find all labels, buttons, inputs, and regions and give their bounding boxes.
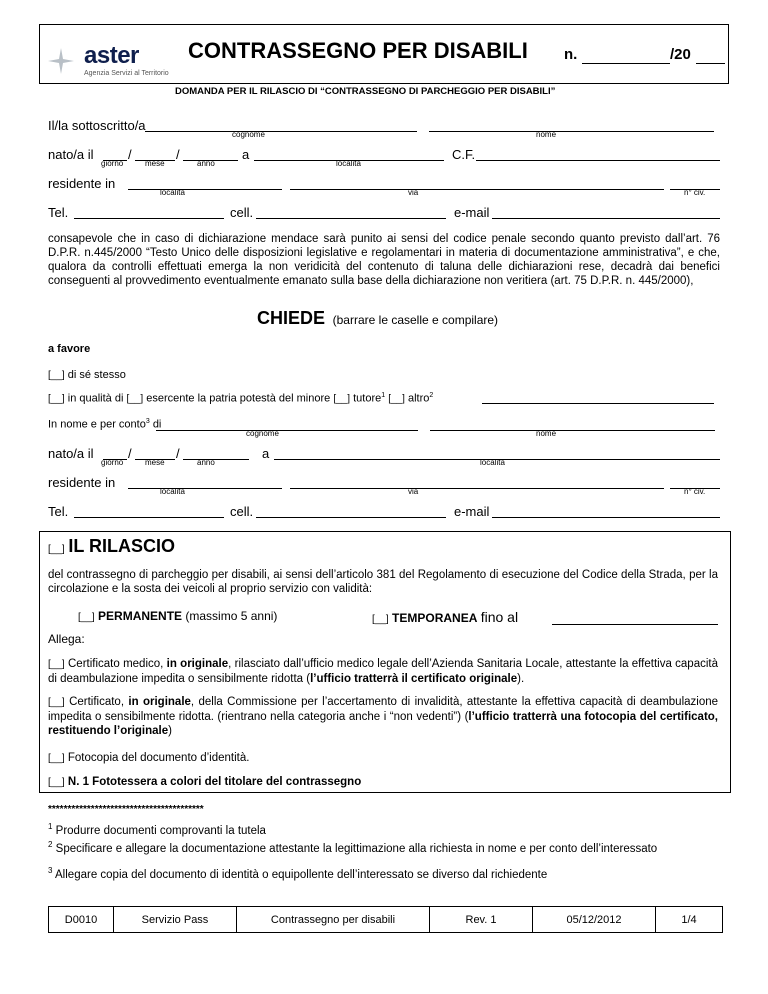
number-prefix: n. bbox=[564, 46, 578, 63]
page-number: 1/4 bbox=[656, 907, 723, 933]
rilascio-title: IL RILASCIO bbox=[68, 536, 175, 556]
other-label: altro bbox=[407, 392, 430, 405]
behalf-nome-field[interactable] bbox=[430, 430, 715, 431]
behalf-born-year-field[interactable] bbox=[183, 459, 249, 460]
page-title: CONTRASSEGNO PER DISABILI bbox=[188, 38, 528, 63]
behalf-cognome-field[interactable] bbox=[156, 430, 418, 431]
self-option[interactable] bbox=[48, 369, 126, 381]
other-checkbox[interactable]: [__] bbox=[388, 393, 405, 405]
medical-text-c: , rilasciato dall’ufficio medico legale dell’Azienda Sanitaria Locale, attestante la effettiva capacità di deambulazione impedita o sensibilmente ridotta ( bbox=[48, 658, 718, 685]
rilascio-heading bbox=[48, 536, 175, 557]
civ-caption: n° civ. bbox=[684, 188, 706, 197]
doc-title: Contrassegno per disabili bbox=[237, 907, 430, 933]
medical-text-b: in originale bbox=[166, 658, 229, 670]
doc-code: D0010 bbox=[49, 907, 114, 933]
anno-caption: anno bbox=[197, 458, 215, 467]
footnote-ref-1: 1 bbox=[381, 392, 386, 399]
doc-date: 05/12/2012 bbox=[533, 907, 656, 933]
temporanea-note: fino al bbox=[480, 609, 519, 625]
footnote-ref-3: 3 bbox=[145, 418, 150, 425]
chiede-title: CHIEDE bbox=[257, 308, 326, 328]
medical-text-e: ). bbox=[517, 673, 525, 685]
temporanea-date-field[interactable] bbox=[552, 624, 718, 625]
nome-field[interactable] bbox=[429, 131, 714, 132]
number-line[interactable] bbox=[582, 63, 670, 64]
permanente-note: (massimo 5 anni) bbox=[185, 609, 278, 623]
aster-logo bbox=[46, 42, 176, 82]
commission-text-a: Certificato, bbox=[69, 696, 125, 708]
commission-text-b: in originale bbox=[128, 696, 191, 708]
slash: / bbox=[128, 446, 132, 461]
tel-field[interactable] bbox=[74, 218, 224, 219]
id-copy-text: Fotocopia del documento d’identità. bbox=[67, 752, 250, 764]
declaration-text: consapevole che in caso di dichiarazione mendace sarà punito ai sensi del codice penale secondo quanto previsto dall’art. 76 D.P.R. n.445/2000 “Testo Unico delle disposizioni legislative e regolamentari in materia di documentazione amministrativa”, e che, qualora da controlli effettuati emerga la non veridicità del contenuto di taluna delle dichiarazioni rese, decadrà dai benefici conseguenti al provvedimento eventualmente emanato sulla base della dichiarazione non veritiera (art. 75 D.P.R. n. 445/2000), bbox=[48, 233, 720, 287]
favore-heading: a favore bbox=[48, 343, 91, 355]
year-line[interactable] bbox=[696, 63, 725, 64]
email-label: e-mail bbox=[454, 205, 490, 220]
email-field[interactable] bbox=[492, 218, 720, 219]
cognome-caption: cognome bbox=[232, 130, 265, 139]
cognome-field[interactable] bbox=[145, 131, 417, 132]
rilascio-checkbox[interactable]: [__] bbox=[48, 544, 65, 555]
attachment-photo bbox=[48, 776, 361, 788]
resident-street-field[interactable] bbox=[290, 189, 664, 190]
tel-label: Tel. bbox=[48, 205, 69, 220]
di-label: di bbox=[152, 418, 162, 431]
footnote-2 bbox=[48, 838, 720, 856]
giorno-caption: giorno bbox=[101, 458, 124, 467]
tel-label: Tel. bbox=[48, 504, 69, 519]
photo-checkbox[interactable]: [__] bbox=[48, 777, 65, 788]
anno-caption: anno bbox=[197, 159, 215, 168]
localita-caption: località bbox=[160, 188, 185, 197]
slash: / bbox=[128, 147, 132, 162]
cell-label: cell. bbox=[230, 205, 254, 220]
via-caption: via bbox=[408, 487, 419, 496]
commission-text-d: l’ufficio tratterrà una fotocopia del certificato, restituendo l’originale bbox=[48, 711, 718, 737]
behalf-tel-field[interactable] bbox=[74, 517, 224, 518]
attachment-medical bbox=[48, 657, 718, 686]
behalf-resident-city-field[interactable] bbox=[128, 488, 282, 489]
resident-city-field[interactable] bbox=[128, 189, 282, 190]
tutor-label: tutore bbox=[353, 392, 382, 405]
mese-caption: mese bbox=[145, 458, 165, 467]
on-behalf-text: In nome e per conto bbox=[48, 418, 146, 431]
email-label: e-mail bbox=[454, 504, 490, 519]
star-logo-icon bbox=[46, 46, 76, 76]
temporanea-checkbox[interactable]: [__] bbox=[372, 614, 389, 625]
logo-subtitle: Agenzia Servizi al Territorio bbox=[84, 70, 169, 77]
allega-label: Allega: bbox=[48, 632, 85, 646]
footnote-3-number: 3 bbox=[48, 866, 53, 875]
commission-text-e: ) bbox=[168, 725, 172, 737]
cf-label: C.F. bbox=[452, 147, 476, 162]
via-caption: via bbox=[408, 188, 419, 197]
parent-checkbox[interactable]: [__] bbox=[126, 393, 144, 405]
footnote-1-number: 1 bbox=[48, 822, 53, 831]
year-prefix: /20 bbox=[670, 46, 691, 63]
photo-text: N. 1 Fototessera a colori del titolare del contrassegno bbox=[67, 776, 362, 788]
footnote-2-number: 2 bbox=[48, 840, 53, 849]
footnote-ref-2: 2 bbox=[429, 392, 434, 399]
temporanea-option[interactable] bbox=[372, 609, 518, 625]
giorno-caption: giorno bbox=[101, 159, 124, 168]
cognome-caption: cognome bbox=[246, 429, 279, 438]
resident-label: residente in bbox=[48, 475, 116, 490]
medical-checkbox[interactable]: [__] bbox=[48, 659, 65, 670]
rilascio-text: del contrassegno di parcheggio per disabili, ai sensi dell’articolo 381 del Regolamento di esecuzione del Codice della Strada, per la circolazione e la sosta dei veicoli al proprio servizio con validità: bbox=[48, 569, 718, 595]
born-label: nato/a il bbox=[48, 446, 94, 461]
self-checkbox[interactable]: [__] bbox=[48, 370, 65, 381]
resident-label: residente in bbox=[48, 176, 116, 191]
footnote-separator: **************************************** bbox=[48, 804, 204, 815]
localita-caption: località bbox=[160, 487, 185, 496]
slash: / bbox=[176, 446, 180, 461]
chiede-note: (barrare le caselle e compilare) bbox=[332, 313, 499, 327]
behalf-resident-street-field[interactable] bbox=[290, 488, 664, 489]
medical-text-a: Certificato medico, bbox=[68, 658, 164, 670]
self-label: di sé stesso bbox=[67, 369, 126, 381]
revision: Rev. 1 bbox=[430, 907, 533, 933]
footnote-1 bbox=[48, 822, 266, 837]
cf-field[interactable] bbox=[476, 160, 720, 161]
service-name: Servizio Pass bbox=[114, 907, 237, 933]
undersigned-label: Il/la sottoscritto/a bbox=[48, 118, 146, 133]
other-field[interactable] bbox=[482, 403, 714, 404]
at-label: a bbox=[242, 147, 250, 162]
born-label: nato/a il bbox=[48, 147, 94, 162]
footnote-1-text: Produrre documenti comprovanti la tutela bbox=[55, 824, 266, 837]
footnote-3 bbox=[48, 866, 547, 881]
localita-caption: località bbox=[336, 159, 361, 168]
cell-field[interactable] bbox=[256, 218, 446, 219]
mese-caption: mese bbox=[145, 159, 165, 168]
permanente-option[interactable] bbox=[78, 609, 277, 623]
nome-caption: nome bbox=[536, 429, 557, 438]
medical-text-d: l’ufficio tratterrà il certificato originale bbox=[310, 673, 518, 685]
cell-label: cell. bbox=[230, 504, 254, 519]
footer-table bbox=[48, 906, 723, 933]
footer-row bbox=[49, 907, 723, 933]
permanente-label: PERMANENTE bbox=[98, 609, 183, 623]
at-label: a bbox=[262, 446, 270, 461]
id-copy-checkbox[interactable]: [__] bbox=[48, 753, 65, 764]
slash: / bbox=[176, 147, 180, 162]
nome-caption: nome bbox=[536, 130, 557, 139]
behalf-cell-field[interactable] bbox=[256, 517, 446, 518]
temporanea-label: TEMPORANEA bbox=[392, 611, 478, 625]
minor-checkbox[interactable]: [__] bbox=[333, 393, 351, 405]
permanente-checkbox[interactable]: [__] bbox=[78, 612, 95, 623]
behalf-email-field[interactable] bbox=[492, 517, 720, 518]
parent-label: esercente la patria potestà del minore bbox=[146, 392, 331, 405]
attachment-id-copy bbox=[48, 752, 249, 764]
civ-caption: n° civ. bbox=[684, 487, 706, 496]
commission-text-c: , della Commissione per l’accertamento di invalidità, attestante la effettiva capacità di deambulazione impedita o sensibilmente ridotta. (rientrano nella categoria anche i “non vedenti”) ( bbox=[48, 696, 719, 723]
footnote-2-text: Specificare e allegare la documentazione attestante la legittimazione alla richiesta in nome e per conto dell’interessato bbox=[55, 842, 658, 855]
chiede-heading bbox=[257, 308, 498, 329]
on-behalf-label bbox=[48, 418, 161, 431]
capacity-label: in qualità di bbox=[67, 392, 124, 405]
footnote-3-text: Allegare copia del documento di identità o equipollente dell’interessato se diverso dal richiedente bbox=[55, 868, 548, 881]
commission-checkbox[interactable]: [__] bbox=[48, 697, 65, 708]
capacity-checkbox[interactable]: [__] bbox=[48, 393, 65, 405]
localita-caption: località bbox=[480, 458, 505, 467]
capacity-row bbox=[48, 392, 433, 405]
attachment-commission bbox=[48, 695, 718, 738]
logo-text: aster bbox=[84, 42, 139, 69]
page-subtitle: DOMANDA PER IL RILASCIO DI “CONTRASSEGNO DI PARCHEGGIO PER DISABILI” bbox=[175, 86, 556, 97]
